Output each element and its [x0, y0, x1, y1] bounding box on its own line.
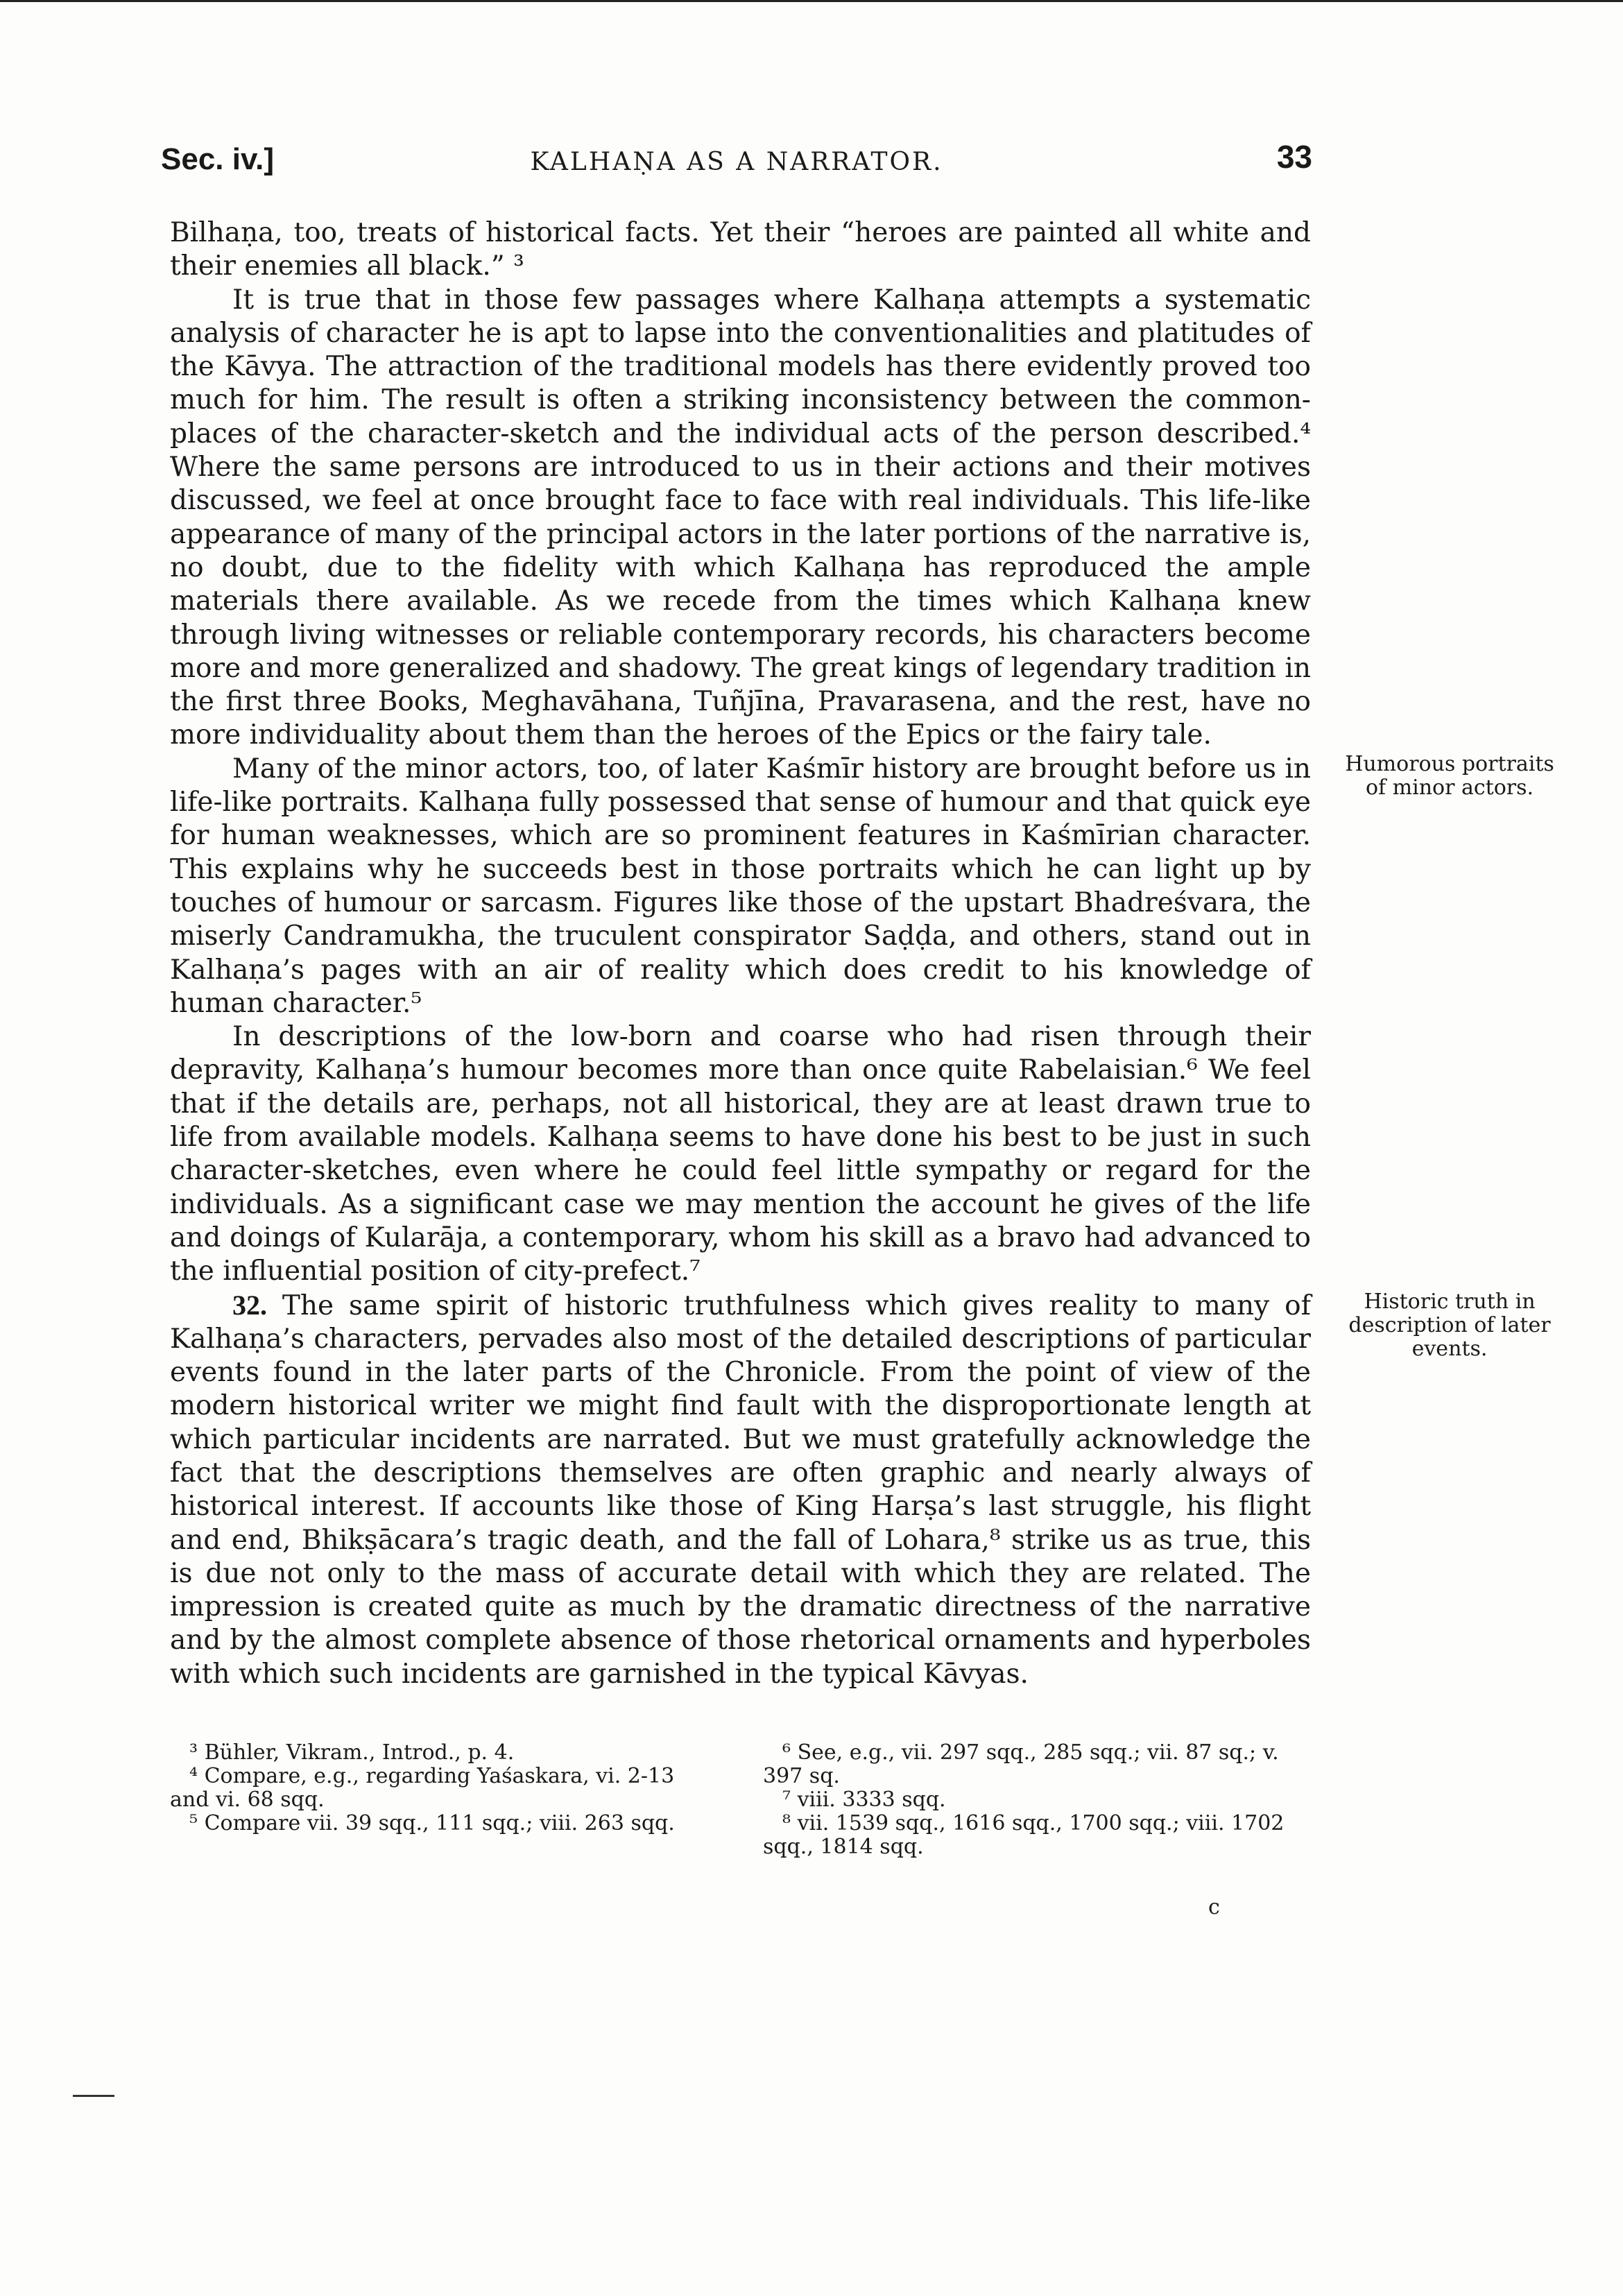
main-text — [170, 216, 1311, 1691]
footnote: ⁶ See, e.g., vii. 297 sqq., 285 sqq.; vii. 87 sq.; v. 397 sq. — [763, 1740, 1279, 1788]
paragraph: In descriptions of the low-born and coarse who had risen through their depravity, Kalhaṇa’s humour becomes more than once quite Rabelaisian.⁶ We feel that if the details are, perhaps, not all historical, they are at least drawn true to life from available models. Kalhaṇa seems to have done his best to be just in such character-sketches, even where he could feel little sympathy or regard for the individuals. As a significant case we may mention the account he gives of the life and doings of Kularāja, a contemporary, whom his skill as a bravo had advanced to the influential position of city-prefect.⁷ — [170, 1021, 1311, 1287]
paragraph: Bilhaṇa, too, treats of historical facts. Yet their “heroes are painted all white and their enemies all black.” ³ — [170, 217, 1311, 282]
section-32-text: The same spirit of historic truthfulness which gives reality to many of Kalhaṇa’s characters, pervades also most of the detailed descriptions of particular events found in the later parts of the Chronicle. From the point of view of the modern historical writer we might find fault with the disproportionate length at which particular incidents are narrated. But we must gratefully acknowledge the fact that the descriptions themselves are often graphic and nearly always of historical interest. If accounts like those of King Harṣa’s last struggle, his flight and end, Bhikṣācara’s tragic death, and the fall of Lohara,⁸ strike us as true, this is due not only to the mass of accurate detail with which they are related. The impression is created quite as much by the dramatic directness of the narrative and by the almost complete absence of those rhetorical ornaments and hyperboles with which such incidents are garnished in the typical Kāvyas. — [170, 1290, 1312, 1690]
footnote: ⁴ Compare, e.g., regarding Yaśaskara, vi. 2-13 and vi. 68 sqq. — [170, 1764, 675, 1812]
page-number: 33 — [1276, 139, 1312, 175]
page-header — [161, 139, 1312, 191]
margin-note-humorous: Humorous portraits of minor actors. — [1345, 752, 1554, 800]
paragraph: Many of the minor actors, too, of later Kaśmīr history are brought before us in life-like portraits. Kalhaṇa fully possessed that sense of humour and that quick eye for human weaknesses, which are so prominent features in Kaśmīrian character. This explains why he succeeds best in those portraits which he can light up by touches of humour or sarcasm. Figures like those of the upstart Bhadreśvara, the miserly Candramukha, the truculent conspirator Saḍḍa, and others, stand out in Kalhaṇa’s pages with an air of reality which does credit to his knowledge of human character.⁵ — [170, 753, 1312, 1019]
section-32-paragraph — [170, 1289, 1311, 1692]
footnote: ⁸ vii. 1539 sqq., 1616 sqq., 1700 sqq.; viii. 1702 sqq., 1814 sqq. — [763, 1811, 1285, 1859]
section-label: Sec. iv.] — [161, 142, 275, 176]
footnote: ⁷ viii. 3333 sqq. — [782, 1788, 946, 1812]
footnotes-left-column — [170, 1741, 707, 1835]
section-number: 32. — [232, 1289, 267, 1321]
top-border — [0, 0, 1623, 2]
signature-mark: c — [1208, 1895, 1220, 1919]
footnote: ⁵ Compare vii. 39 sqq., 111 sqq.; viii. 263 sqq. — [189, 1811, 675, 1835]
paragraph: It is true that in those few passages where Kalhaṇa attempts a systematic analysis of character he is apt to lapse into the conventionalities and platitudes of the Kāvya. The attraction of the traditional models has there evidently proved too much for him. The result is often a striking inconsistency between the common-places of the character-sketch and the individual acts of the person described.⁴ Where the same persons are introduced to us in their actions and their motives discussed, we feel at once brought face to face with real individuals. This life-like appearance of many of the principal actors in the later portions of the narrative is, no doubt, due to the fidelity with which Kalhaṇa has reproduced the ample materials there available. As we recede from the times which Kalhaṇa knew through living witnesses or reliable contemporary records, his characters become more and more generalized and shadowy. The great kings of legendary tradition in the first three Books, Meghavāhana, Tuñjīna, Pravarasena, and the rest, have no more individuality about them than the heroes of the Epics or the fairy tale. — [170, 284, 1311, 751]
footnote: ³ Bühler, Vikram., Introd., p. 4. — [189, 1740, 515, 1765]
margin-dash — [73, 2095, 114, 2097]
running-title: KALHAṆA AS A NARRATOR. — [530, 148, 943, 176]
footnotes-right-column — [763, 1741, 1300, 1859]
margin-note-historic: Historic truth in description of later events. — [1348, 1290, 1551, 1361]
